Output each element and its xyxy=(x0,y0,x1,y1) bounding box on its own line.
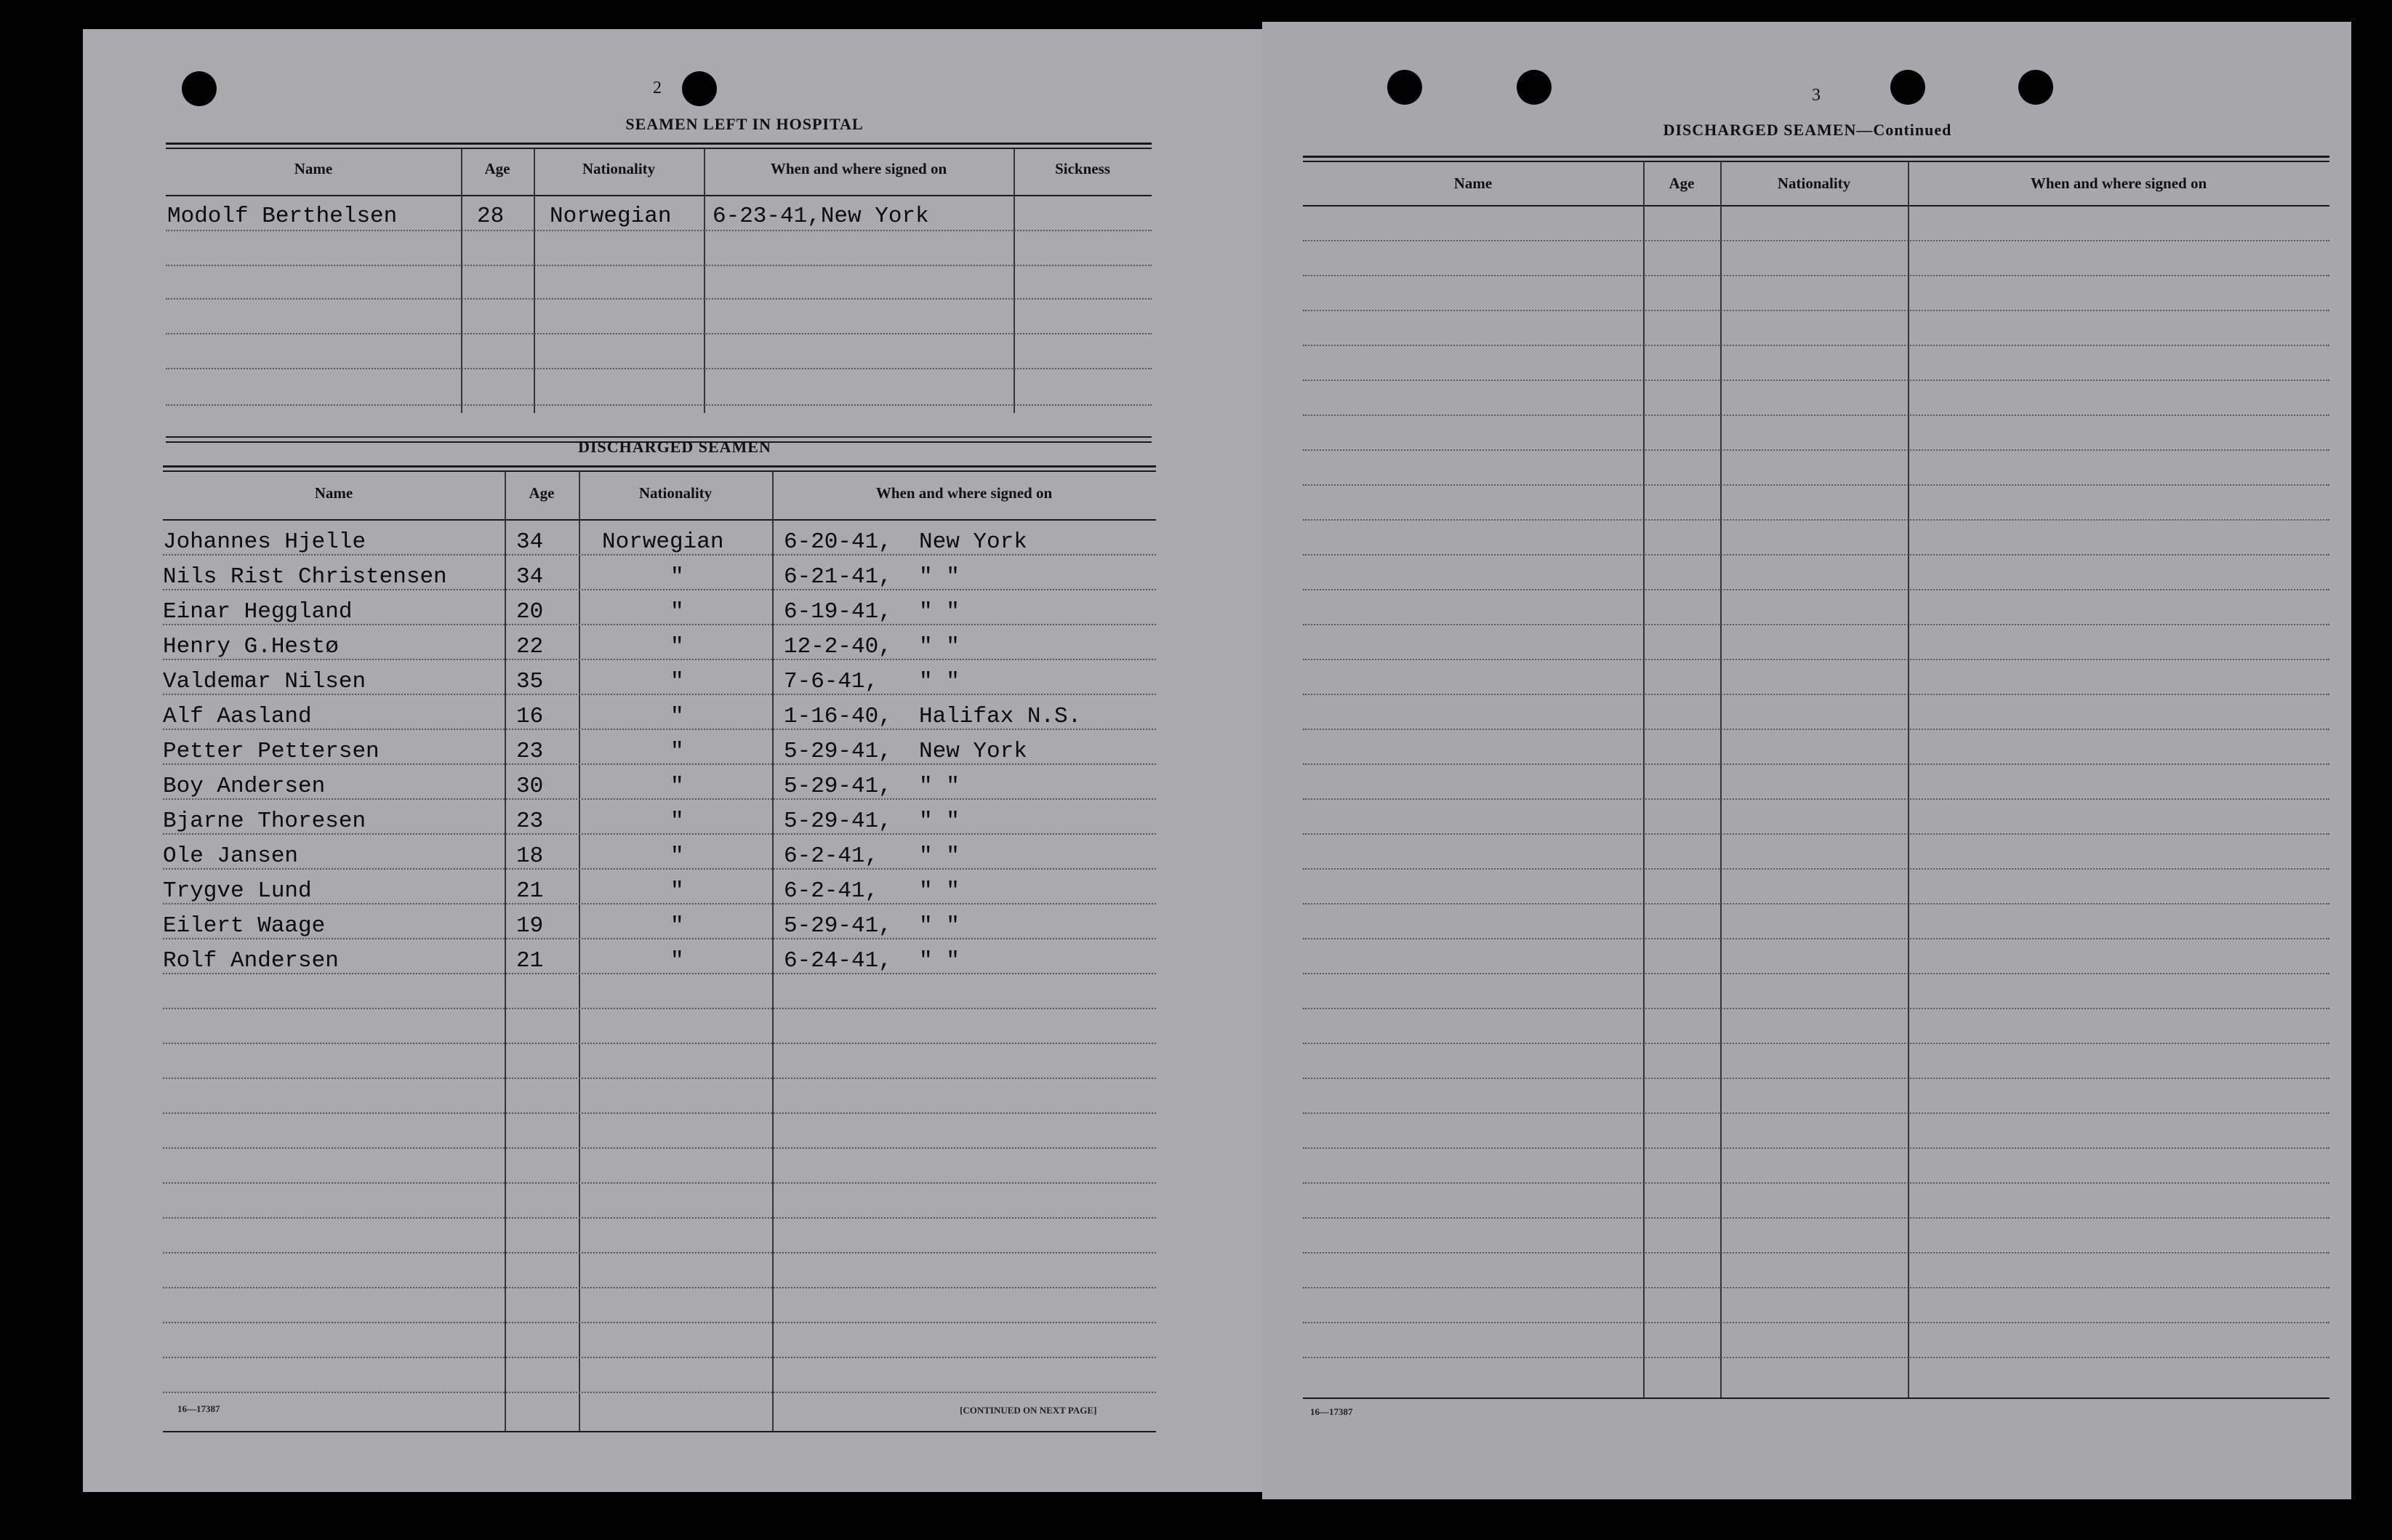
col-header-sickness: Sickness xyxy=(1055,160,1110,177)
seaman-name: Nils Rist Christensen xyxy=(163,564,447,590)
hospital-signed-on: 6-23-41,New York xyxy=(713,204,929,229)
seaman-age: 34 xyxy=(516,529,544,555)
seaman-age: 23 xyxy=(516,739,544,764)
seaman-age: 16 xyxy=(516,704,544,729)
page-number: 2 xyxy=(653,79,662,97)
col-header-nationality: Nationality xyxy=(582,160,656,177)
seaman-signed-date: 5-29-41, xyxy=(784,774,892,799)
seaman-nationality: " xyxy=(670,704,684,729)
col-header-signed-on: When and where signed on xyxy=(875,484,1053,502)
punch-hole xyxy=(1890,70,1925,105)
seaman-nationality: Norwegian xyxy=(602,529,724,555)
seaman-nationality: " xyxy=(670,634,684,659)
col-header-nationality: Nationality xyxy=(638,484,713,502)
continued-table xyxy=(1303,156,2329,1421)
hospital-name: Modolf Berthelsen xyxy=(167,204,398,229)
seaman-name: Boy Andersen xyxy=(163,774,326,799)
seaman-nationality: " xyxy=(670,948,684,974)
seaman-nationality: " xyxy=(670,599,684,625)
seaman-name: Alf Aasland xyxy=(163,704,312,729)
seaman-signed-date: 5-29-41, xyxy=(784,739,892,764)
seaman-nationality: " xyxy=(670,843,684,869)
seaman-age: 18 xyxy=(516,843,544,869)
continued-section-title: DISCHARGED SEAMEN—Continued xyxy=(1663,121,1952,139)
continued-note: [CONTINUED ON NEXT PAGE] xyxy=(960,1405,1097,1416)
seaman-signed-place: " " xyxy=(919,634,960,659)
seaman-signed-date: 6-20-41, xyxy=(784,529,892,555)
seaman-signed-place: " " xyxy=(919,843,960,869)
seaman-nationality: " xyxy=(670,564,684,590)
col-header-age: Age xyxy=(529,484,555,502)
discharged-table xyxy=(163,465,1156,1440)
seaman-age: 35 xyxy=(516,669,544,694)
punch-hole xyxy=(1387,70,1422,105)
seaman-name: Valdemar Nilsen xyxy=(163,669,366,694)
left-page xyxy=(83,29,1262,1492)
seaman-age: 21 xyxy=(516,878,544,904)
seaman-signed-date: 6-21-41, xyxy=(784,564,892,590)
seaman-signed-place: Halifax N.S. xyxy=(919,704,1082,729)
seaman-name: Bjarne Thoresen xyxy=(163,809,366,834)
form-number: 16—17387 xyxy=(177,1403,220,1414)
seaman-name: Eilert Waage xyxy=(163,913,326,939)
seaman-name: Petter Pettersen xyxy=(163,739,380,764)
seaman-name: Trygve Lund xyxy=(163,878,312,904)
seaman-age: 30 xyxy=(516,774,544,799)
seaman-signed-date: 12-2-40, xyxy=(784,634,892,659)
form-number: 16—17387 xyxy=(1310,1406,1353,1417)
seaman-signed-date: 6-24-41, xyxy=(784,948,892,974)
seaman-age: 34 xyxy=(516,564,544,590)
seaman-signed-date: 6-2-41, xyxy=(784,843,879,869)
page-number: 3 xyxy=(1812,86,1821,105)
seaman-signed-place: " " xyxy=(919,774,960,799)
hospital-age: 28 xyxy=(477,204,505,229)
seaman-age: 22 xyxy=(516,634,544,659)
seaman-nationality: " xyxy=(670,669,684,694)
seaman-signed-place: New York xyxy=(919,739,1027,764)
hospital-table xyxy=(166,143,1152,444)
col-header-nationality: Nationality xyxy=(1777,175,1851,192)
punch-hole xyxy=(182,71,217,106)
seaman-nationality: " xyxy=(670,913,684,939)
seaman-nationality: " xyxy=(670,739,684,764)
col-header-signed-on: When and where signed on xyxy=(770,160,947,177)
seaman-nationality: " xyxy=(670,878,684,904)
seaman-signed-date: 7-6-41, xyxy=(784,669,879,694)
seaman-signed-date: 5-29-41, xyxy=(784,809,892,834)
punch-hole xyxy=(2018,70,2053,105)
col-header-name: Name xyxy=(314,484,353,502)
seaman-name: Rolf Andersen xyxy=(163,948,339,974)
seaman-signed-date: 5-29-41, xyxy=(784,913,892,939)
col-header-signed-on: When and where signed on xyxy=(2030,175,2207,192)
seaman-signed-date: 6-19-41, xyxy=(784,599,892,625)
seaman-age: 21 xyxy=(516,948,544,974)
seaman-signed-place: " " xyxy=(919,913,960,939)
seaman-signed-place: " " xyxy=(919,948,960,974)
col-header-age: Age xyxy=(1669,175,1695,192)
punch-hole xyxy=(1517,70,1552,105)
seaman-signed-date: 1-16-40, xyxy=(784,704,892,729)
seaman-name: Henry G.Hestø xyxy=(163,634,339,659)
seaman-signed-place: New York xyxy=(919,529,1027,555)
hospital-section-title: SEAMEN LEFT IN HOSPITAL xyxy=(625,115,864,133)
col-header-age: Age xyxy=(484,160,510,177)
seaman-signed-place: " " xyxy=(919,878,960,904)
seaman-signed-place: " " xyxy=(919,599,960,625)
seaman-age: 19 xyxy=(516,913,544,939)
seaman-signed-place: " " xyxy=(919,564,960,590)
discharged-section-title: DISCHARGED SEAMEN xyxy=(578,438,771,456)
seaman-signed-place: " " xyxy=(919,669,960,694)
col-header-name: Name xyxy=(294,160,333,177)
seaman-name: Einar Heggland xyxy=(163,599,353,625)
seaman-name: Johannes Hjelle xyxy=(163,529,366,555)
seaman-age: 20 xyxy=(516,599,544,625)
seaman-signed-date: 6-2-41, xyxy=(784,878,879,904)
seaman-age: 23 xyxy=(516,809,544,834)
right-page xyxy=(1262,22,2351,1499)
seaman-nationality: " xyxy=(670,774,684,799)
seaman-signed-place: " " xyxy=(919,809,960,834)
seaman-name: Ole Jansen xyxy=(163,843,299,869)
col-header-name: Name xyxy=(1453,175,1493,192)
punch-hole xyxy=(682,71,717,106)
seaman-nationality: " xyxy=(670,809,684,834)
hospital-nationality: Norwegian xyxy=(550,204,672,229)
